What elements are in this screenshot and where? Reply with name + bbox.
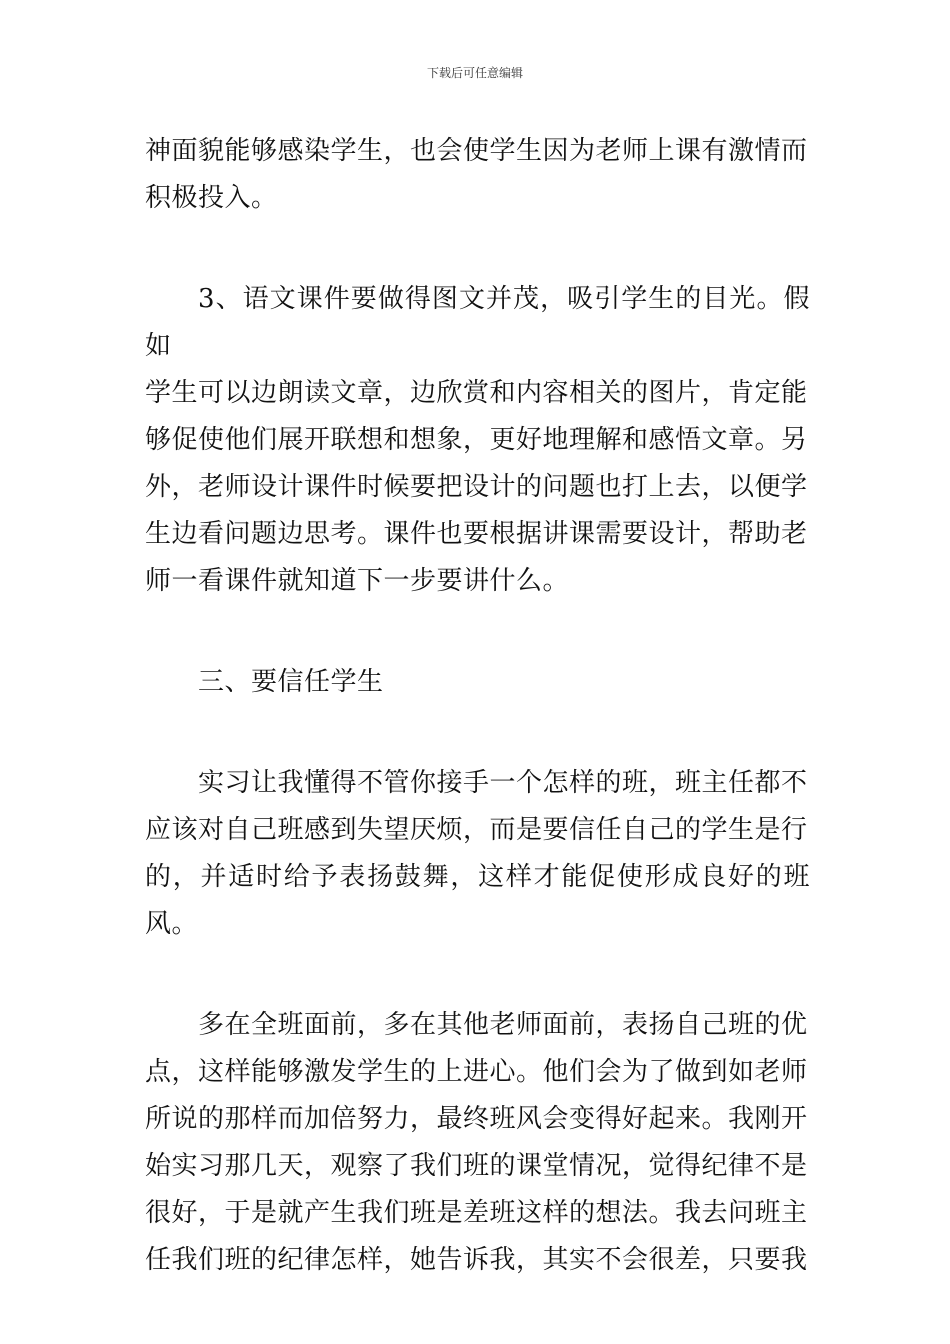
text-line: 生边看问题边思考。课件也要根据讲课需要设计，帮助老 [145, 519, 808, 549]
section-heading: 三、要信任学生 [198, 667, 384, 697]
page-header: 下载后可任意编辑 [426, 66, 523, 80]
text-line: 所说的那样而加倍努力，最终班风会变得好起来。我刚开 [145, 1104, 808, 1134]
text-line: 始实习那几天，观察了我们班的课堂情况，觉得纪律不是 [145, 1151, 808, 1181]
paragraph-praise [145, 1002, 810, 1284]
text-line: 点，这样能够激发学生的上进心。他们会为了做到如老师 [145, 1057, 808, 1087]
text-line: 积极投入。 [145, 183, 278, 213]
paragraph-gap [145, 605, 810, 659]
text-line: 任我们班的纪律怎样，她告诉我，其实不会很差，只要我 [145, 1245, 808, 1275]
paragraph-gap [145, 222, 810, 276]
paragraph-courseware [145, 276, 810, 605]
paragraph-trust [145, 760, 810, 948]
text-line: 神面貌能够感染学生，也会使学生因为老师上课有激情而 [145, 136, 808, 166]
text-line: 应该对自己班感到失望厌烦，而是要信任自己的学生是行 [145, 815, 808, 845]
text-line: 师一看课件就知道下一步要讲什么。 [145, 566, 570, 596]
paragraph-gap [145, 706, 810, 760]
paragraph-continuation [145, 128, 810, 222]
text-line: 的，并适时给予表扬鼓舞，这样才能促使形成良好的班风。 [145, 862, 810, 939]
text-line: 实习让我懂得不管你接手一个怎样的班，班主任都不 [198, 768, 808, 798]
text-line: 3、语文课件要做得图文并茂，吸引学生的目光。假如 [145, 284, 810, 361]
text-line: 够促使他们展开联想和想象，更好地理解和感悟文章。另 [145, 425, 808, 455]
paragraph-gap [145, 948, 810, 1002]
document-body [145, 128, 810, 1284]
text-line: 很好，于是就产生我们班是差班这样的想法。我去问班主 [145, 1198, 808, 1228]
text-line: 学生可以边朗读文章，边欣赏和内容相关的图片，肯定能 [145, 378, 808, 408]
text-line: 多在全班面前，多在其他老师面前，表扬自己班的优 [198, 1010, 808, 1040]
text-line: 外，老师设计课件时候要把设计的问题也打上去，以便学 [145, 472, 808, 502]
